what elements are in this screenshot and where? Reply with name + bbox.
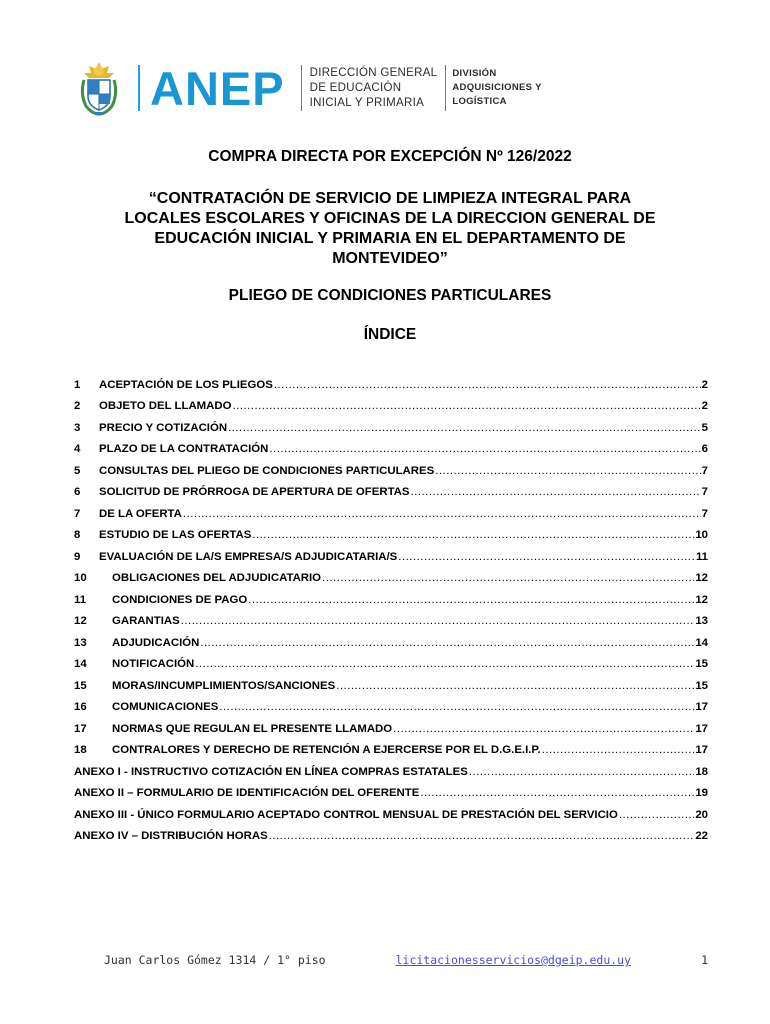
toc-leader-dots	[200, 637, 694, 649]
toc-leader-dots	[195, 658, 694, 670]
toc-leader-dots	[420, 787, 694, 799]
toc-entry-label: COMUNICACIONES	[112, 701, 219, 713]
toc-entry-page: 13	[695, 615, 708, 627]
toc-entry-label: ANEXO I - INSTRUCTIVO COTIZACIÓN EN LÍNEA COMPRAS ESTATALES	[74, 765, 468, 778]
indice-title: ÍNDICE	[363, 326, 417, 343]
toc-entry-label: EVALUACIÓN DE LA/S EMPRESA/S ADJUDICATARIA/S	[99, 550, 398, 563]
toc-leader-dots	[228, 422, 701, 434]
toc-leader-dots	[269, 443, 700, 455]
toc-leader-dots	[411, 486, 701, 498]
toc-leader-dots	[398, 551, 695, 563]
toc-entry-number: 3	[74, 421, 81, 434]
division-line: LOGÍSTICA	[452, 96, 507, 107]
toc-entry-label: ANEXO IV – DISTRIBUCIÓN HORAS	[74, 830, 268, 842]
toc-entry-page: 19	[695, 787, 708, 799]
direccion-line: DE EDUCACIÓN	[309, 81, 402, 94]
toc-entry[interactable]	[74, 477, 708, 499]
toc-entry[interactable]	[74, 627, 708, 649]
toc-entry-label: ADJUDICACIÓN	[112, 636, 200, 649]
toc-entry-label: NOTIFICACIÓN	[112, 658, 195, 670]
toc-entry-number: 8	[74, 529, 81, 541]
toc-entry-number: 2	[74, 400, 81, 412]
toc-entry-page: 6	[701, 443, 708, 455]
document-header	[74, 58, 542, 118]
toc-entry-number: 18	[74, 744, 87, 756]
contratacion-line: EDUCACIÓN INICIAL Y PRIMARIA EN EL DEPARTAMENTO DE	[154, 230, 626, 247]
toc-entry-label: ANEXO II – FORMULARIO DE IDENTIFICACIÓN DEL OFERENTE	[74, 787, 420, 799]
toc-entry-number: 14	[74, 658, 87, 670]
contratacion-title	[60, 189, 720, 269]
toc-entry[interactable]	[74, 434, 708, 456]
toc-entry[interactable]	[74, 692, 708, 714]
division-line: ADQUISICIONES Y	[452, 82, 542, 93]
toc-entry-page: 7	[701, 464, 708, 477]
toc-entry[interactable]	[74, 369, 708, 391]
toc-entry-page: 14	[695, 636, 708, 649]
toc-entry-page: 5	[701, 421, 708, 434]
toc-leader-dots	[322, 572, 694, 584]
toc-leader-dots	[274, 379, 701, 391]
toc-entry-page: 7	[701, 507, 708, 520]
toc-entry-label: NORMAS QUE REGULAN EL PRESENTE LLAMADO	[112, 722, 393, 735]
toc-entry-page: 2	[701, 378, 708, 391]
toc-entry-label: CONSULTAS DEL PLIEGO DE CONDICIONES PARTICULARES	[99, 464, 435, 477]
toc-leader-dots	[435, 465, 700, 477]
toc-leader-dots	[181, 615, 695, 627]
toc-entry-number: 5	[74, 464, 81, 477]
toc-entry[interactable]	[74, 649, 708, 671]
toc-entry[interactable]	[74, 756, 708, 778]
contratacion-line: “CONTRATACIÓN DE SERVICIO DE LIMPIEZA INTEGRAL PARA	[148, 190, 632, 207]
toc-entry-label: SOLICITUD DE PRÓRROGA DE APERTURA DE OFERTAS	[99, 486, 410, 498]
toc-entry-number: 10	[74, 572, 87, 584]
toc-entry-label: ANEXO III - ÚNICO FORMULARIO ACEPTADO CONTROL MENSUAL DE PRESTACIÓN DEL SERVICIO	[74, 808, 618, 821]
direccion-general-label	[310, 66, 438, 111]
toc-leader-dots	[336, 680, 694, 692]
contratacion-line: MONTEVIDEO”	[332, 250, 448, 267]
toc-entry-page: 22	[695, 830, 708, 842]
toc-entry-page: 7	[701, 486, 708, 498]
compra-title: COMPRA DIRECTA POR EXCEPCIÓN Nº 126/2022	[208, 148, 572, 165]
division-line: DIVISIÓN	[452, 68, 497, 79]
toc-entry[interactable]	[74, 799, 708, 821]
direccion-line: DIRECCIÓN GENERAL	[309, 66, 438, 79]
toc-entry[interactable]	[74, 606, 708, 628]
toc-leader-dots	[252, 529, 694, 541]
toc-entry-page: 12	[695, 593, 708, 606]
toc-entry-label: PRECIO Y COTIZACIÓN	[99, 421, 228, 434]
toc-entry-page: 2	[701, 400, 708, 412]
header-divider	[445, 65, 446, 111]
toc-entry-page: 18	[695, 765, 708, 778]
toc-entry[interactable]	[74, 563, 708, 585]
toc-entry-number: 12	[74, 615, 87, 627]
toc-entry-page: 17	[695, 722, 708, 735]
toc-entry-label: ESTUDIO DE LAS OFERTAS	[99, 529, 252, 541]
toc-entry-label: OBJETO DEL LLAMADO	[99, 400, 232, 412]
header-divider	[138, 65, 140, 111]
toc-entry-label: CONTRALORES Y DERECHO DE RETENCIÓN A EJERCERSE POR EL D.G.E.I.P.	[112, 744, 541, 756]
footer-address: Juan Carlos Gómez 1314 / 1° piso	[104, 953, 326, 967]
toc-entry-label: CONDICIONES DE PAGO	[112, 593, 248, 606]
toc-entry-number: 4	[74, 443, 81, 455]
toc-entry-number: 17	[74, 722, 87, 735]
toc-entry[interactable]	[74, 412, 708, 434]
toc-leader-dots	[269, 830, 695, 842]
toc-entry[interactable]	[74, 778, 708, 800]
toc-entry-page: 11	[695, 550, 708, 563]
toc-leader-dots	[469, 766, 695, 778]
toc-entry-page: 17	[695, 744, 708, 756]
toc-entry[interactable]	[74, 455, 708, 477]
toc-entry[interactable]	[74, 520, 708, 542]
toc-entry-number: 9	[74, 550, 81, 563]
direccion-line: INICIAL Y PRIMARIA	[309, 96, 425, 109]
contratacion-line: LOCALES ESCOLARES Y OFICINAS DE LA DIRECCION GENERAL DE	[124, 210, 656, 227]
toc-entry[interactable]	[74, 584, 708, 606]
page-number: 1	[701, 953, 708, 967]
anep-logo: ANEP	[150, 61, 285, 115]
toc-entry-label: GARANTIAS	[112, 615, 180, 627]
uruguay-coat-of-arms-icon	[74, 60, 124, 116]
toc-leader-dots	[542, 744, 695, 756]
toc-entry-label: ACEPTACIÓN DE LOS PLIEGOS	[99, 378, 273, 391]
table-of-contents	[74, 369, 708, 842]
footer-email-link[interactable]: licitacionesservicios@dgeip.edu.uy	[395, 953, 632, 967]
toc-entry[interactable]	[74, 821, 708, 843]
toc-entry-number: 15	[74, 679, 87, 692]
toc-entry-number: 13	[74, 636, 87, 649]
toc-entry-label: DE LA OFERTA	[99, 507, 182, 520]
toc-leader-dots	[619, 809, 695, 821]
toc-entry[interactable]	[74, 735, 708, 757]
header-divider	[301, 65, 302, 111]
toc-entry-label: OBLIGACIONES DEL ADJUDICATARIO	[112, 572, 322, 584]
page-footer	[104, 953, 708, 967]
toc-entry[interactable]	[74, 713, 708, 735]
toc-entry-page: 15	[695, 658, 708, 670]
toc-leader-dots	[248, 594, 694, 606]
toc-entry-page: 17	[695, 701, 708, 713]
toc-entry[interactable]	[74, 391, 708, 413]
toc-leader-dots	[232, 400, 700, 412]
division-label	[452, 67, 541, 109]
toc-entry-number: 6	[74, 486, 81, 498]
toc-entry-number: 16	[74, 701, 87, 713]
toc-entry[interactable]	[74, 670, 708, 692]
toc-entry[interactable]	[74, 498, 708, 520]
toc-entry-number: 7	[74, 507, 81, 520]
toc-leader-dots	[393, 723, 694, 735]
toc-entry-page: 20	[695, 808, 708, 821]
toc-entry[interactable]	[74, 541, 708, 563]
toc-entry-page: 12	[695, 572, 708, 584]
toc-leader-dots	[219, 701, 694, 713]
toc-entry-label: MORAS/INCUMPLIMIENTOS/SANCIONES	[112, 679, 336, 692]
pliego-title: PLIEGO DE CONDICIONES PARTICULARES	[228, 287, 552, 304]
toc-entry-label: PLAZO DE LA CONTRATACIÓN	[99, 443, 269, 455]
toc-leader-dots	[183, 508, 701, 520]
toc-entry-number: 1	[74, 378, 81, 391]
toc-entry-number: 11	[74, 593, 87, 606]
toc-entry-page: 15	[695, 679, 708, 692]
toc-entry-page: 10	[695, 529, 708, 541]
